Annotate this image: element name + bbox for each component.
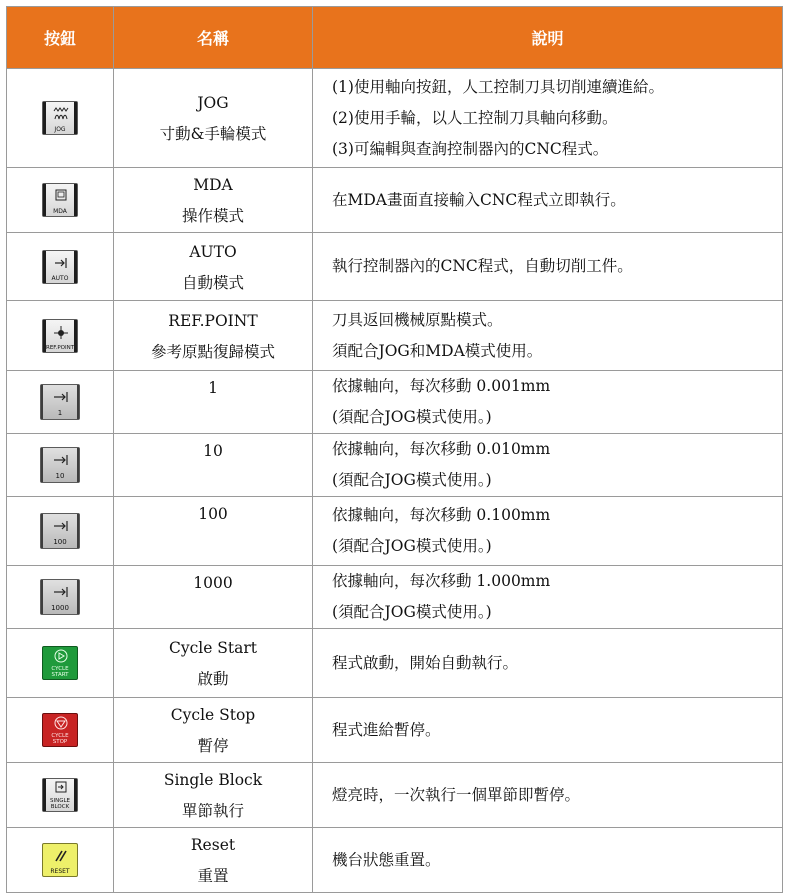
auto-arrow-icon (52, 254, 70, 272)
row-desc-line: (須配合JOG模式使用。) (332, 408, 492, 426)
increment-100-key-label: 100 (53, 539, 67, 546)
increment-arrow-icon (52, 451, 70, 469)
reset-icon (52, 847, 70, 865)
row-name-line: 啟動 (197, 670, 229, 688)
row-name-line: 1 (208, 379, 218, 397)
ref-point-key-button[interactable] (42, 319, 78, 353)
single-block-key-label: SINGLE BLOCK (49, 798, 71, 810)
header-name: 名稱 (114, 7, 313, 69)
row-name-line: AUTO (189, 242, 237, 261)
jog-handwheel-icon (52, 105, 70, 123)
jog-key-button[interactable] (42, 101, 78, 135)
row-name-line: JOG (197, 94, 229, 112)
cycle-stop-key-button[interactable] (42, 713, 78, 747)
increment-arrow-icon (52, 583, 70, 601)
row-desc-line: (1)使用軸向按鈕，人工控制刀具切削連續進給。 (332, 77, 664, 96)
row-name-line: REF.POINT (168, 311, 258, 330)
table-row-increment-10 (7, 434, 783, 497)
increment-1-key-label: 1 (57, 410, 63, 417)
cycle-stop-icon (52, 715, 70, 733)
row-name-line: 單節執行 (181, 802, 244, 820)
increment-100-key-button[interactable] (40, 513, 80, 549)
row-name-line: 寸動&手輪模式 (159, 125, 267, 143)
mda-key-label: MDA (53, 208, 67, 215)
row-name-line: 暫停 (197, 737, 229, 755)
row-desc-line: 程式啟動，開始自動執行。 (332, 653, 519, 672)
row-name-line: Cycle Stop (170, 706, 256, 724)
table-row-single-block (7, 763, 783, 828)
row-name-line: MDA (193, 176, 233, 194)
row-name-line: Cycle Start (168, 639, 258, 657)
jog-key-label: JOG (54, 126, 66, 133)
reset-key-button[interactable] (42, 843, 78, 877)
table-header-row (7, 7, 783, 69)
reset-key-label: RESET (50, 868, 70, 875)
single-block-icon (52, 780, 70, 798)
increment-1000-key-label: 1000 (51, 605, 69, 612)
auto-key-button[interactable] (42, 250, 78, 284)
table-row-increment-1 (7, 371, 783, 434)
row-desc-line: 刀具返回機械原點模式。 (332, 310, 503, 329)
row-desc-line: 依據軸向，每次移動 0.100mm (332, 506, 551, 524)
increment-arrow-icon (52, 388, 70, 406)
increment-10-key-label: 10 (55, 473, 65, 480)
reference-point-icon (52, 323, 70, 341)
row-name-line: 10 (203, 442, 223, 460)
header-description: 說明 (313, 7, 783, 69)
row-desc-line: 須配合JOG和MDA模式使用。 (332, 341, 543, 360)
cycle-start-key-button[interactable] (42, 646, 78, 680)
auto-key-label: AUTO (51, 274, 69, 282)
table-row-auto (7, 233, 783, 301)
increment-1-key-button[interactable] (40, 384, 80, 420)
table-row-ref-point (7, 301, 783, 371)
row-name-line: Reset (190, 836, 236, 854)
row-desc-line: 機台狀態重置。 (332, 850, 441, 869)
row-desc-line: (須配合JOG模式使用。) (332, 603, 492, 621)
row-desc-line: 依據軸向，每次移動 0.010mm (332, 440, 551, 458)
row-name-line: 1000 (193, 574, 233, 592)
row-desc-line: 燈亮時，一次執行一個單節即暫停。 (332, 785, 581, 804)
ref-point-key-label: REF.POINT (46, 344, 74, 351)
cycle-start-icon (52, 648, 70, 666)
row-name-line: 操作模式 (181, 207, 244, 225)
row-desc-line: 依據軸向，每次移動 0.001mm (332, 377, 551, 395)
row-desc-line: 執行控制器內的CNC程式，自動切削工件。 (332, 257, 633, 275)
cycle-start-key-label: CYCLE START (51, 666, 69, 678)
table-row-cycle-start (7, 629, 783, 698)
cycle-stop-key-label: CYCLE STOP (51, 733, 69, 745)
mda-key-button[interactable] (42, 183, 78, 217)
table-row-mda (7, 168, 783, 233)
table-row-jog (7, 69, 783, 168)
row-desc-line: 在MDA畫面直接輸入CNC程式立即執行。 (332, 190, 626, 209)
row-name-line: 100 (198, 505, 228, 523)
row-name-line: 重置 (197, 867, 229, 885)
row-desc-line: (須配合JOG模式使用。) (332, 471, 492, 489)
cnc-key-reference-table (6, 6, 783, 893)
row-name-line: 參考原點復歸模式 (150, 342, 275, 361)
increment-1000-key-button[interactable] (40, 579, 80, 615)
row-name-line: 自動模式 (181, 273, 244, 292)
row-desc-line: 依據軸向，每次移動 1.000mm (332, 572, 551, 590)
row-name-line: Single Block (163, 771, 263, 789)
increment-arrow-icon (52, 517, 70, 535)
increment-10-key-button[interactable] (40, 447, 80, 483)
row-desc-line: 程式進給暫停。 (332, 720, 441, 739)
row-desc-line: (須配合JOG模式使用。) (332, 537, 492, 555)
row-desc-line: (2)使用手輪，以人工控制刀具軸向移動。 (332, 108, 618, 127)
row-desc-line: (3)可編輯與查詢控制器內的CNC程式。 (332, 139, 609, 158)
table-row-increment-1000 (7, 566, 783, 629)
table-row-cycle-stop (7, 698, 783, 763)
table-row-increment-100 (7, 497, 783, 566)
header-button: 按鈕 (7, 7, 114, 69)
single-block-key-button[interactable] (42, 778, 78, 812)
mda-icon (52, 187, 70, 205)
